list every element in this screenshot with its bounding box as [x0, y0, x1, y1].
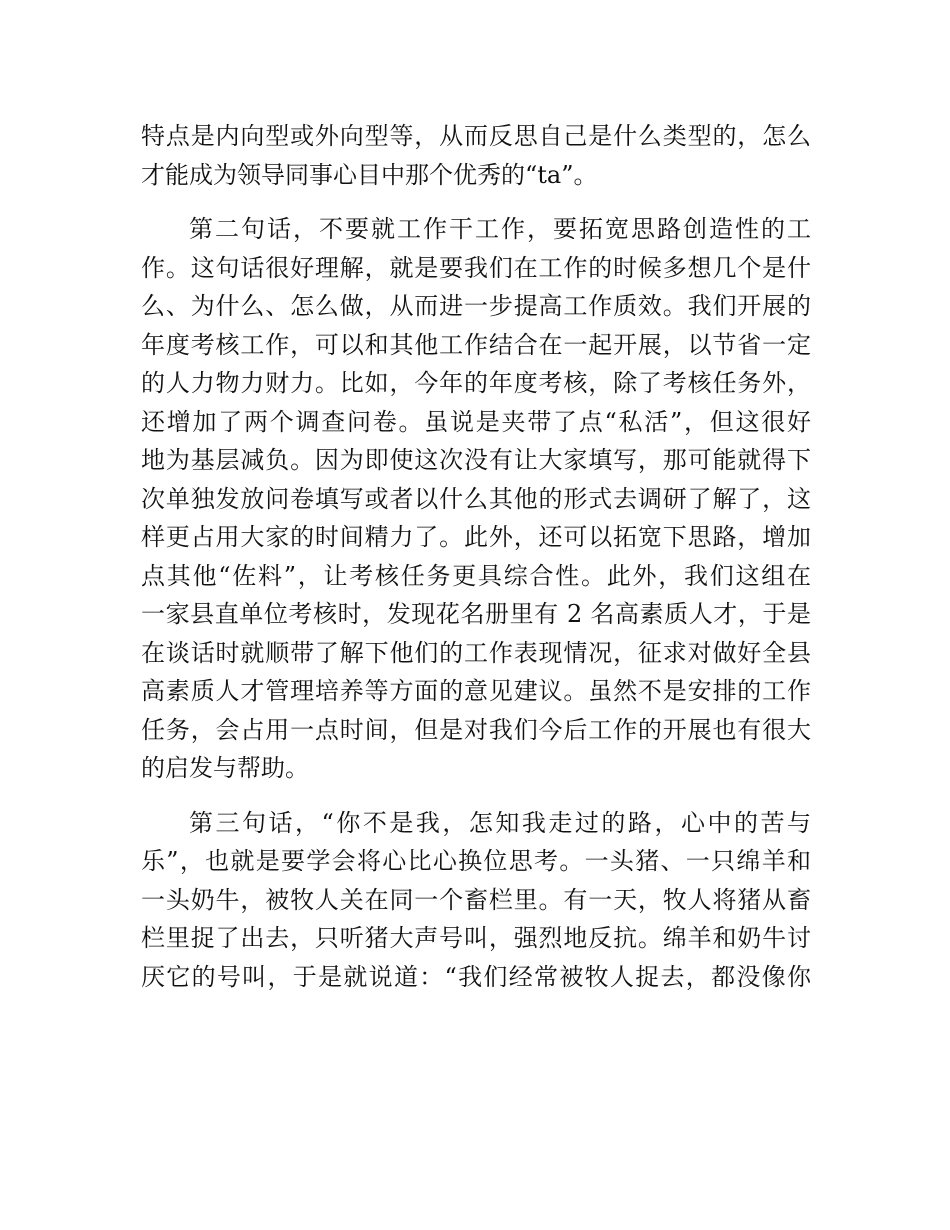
- document-body: [141, 117, 811, 996]
- paragraph-spacer: [141, 194, 811, 210]
- paragraph-line: 厌它的号叫，于是就说道：“我们经常被牧人捉去，都没像你: [141, 962, 811, 991]
- paragraph-spacer: [141, 788, 811, 804]
- paragraph-line: 乐”，也就是要学会将心比心换位思考。一头猪、一只绵羊和: [141, 847, 811, 875]
- paragraph-line: 才能成为领导同事心目中那个优秀的“ta”。: [141, 160, 598, 189]
- paragraph-line: 么、为什么、怎么做，从而进一步提高工作质效。我们开展的: [141, 292, 811, 320]
- paragraph-line: 高素质人才管理培养等方面的意见建议。虽然不是安排的工作: [141, 677, 811, 705]
- paragraph-line: 一家县直单位考核时，发现花名册里有 2 名高素质人才，于是: [141, 600, 811, 628]
- paragraph-line: 特点是内向型或外向型等，从而反思自己是什么类型的，怎么: [141, 122, 811, 150]
- paragraph-line: 还增加了两个调查问卷。虽说是夹带了点“私活”，但这很好: [141, 407, 811, 436]
- paragraph-line: 第二句话，不要就工作干工作，要拓宽思路创造性的工: [189, 215, 811, 243]
- paragraph-line: 在谈话时就顺带了解下他们的工作表现情况，征求对做好全县: [141, 638, 811, 667]
- paragraph-line: 样更占用大家的时间精力了。此外，还可以拓宽下思路，增加: [141, 523, 811, 551]
- paragraph-2: [141, 210, 811, 788]
- paragraph-line: 一头奶牛，被牧人关在同一个畜栏里。有一天，牧人将猪从畜: [141, 885, 811, 914]
- paragraph-line: 栏里捉了出去，只听猪大声号叫，强烈地反抗。绵羊和奶牛讨: [141, 924, 811, 952]
- paragraph-1: [141, 117, 811, 194]
- paragraph-line: 地为基层减负。因为即使这次没有让大家填写，那可能就得下: [141, 446, 811, 474]
- paragraph-line: 任务，会占用一点时间，但是对我们今后工作的开展也有很大: [141, 715, 811, 744]
- paragraph-3: [141, 804, 811, 997]
- paragraph-line: 第三句话，“你不是我，怎知我走过的路，心中的苦与: [189, 808, 811, 837]
- paragraph-line: 的人力物力财力。比如，今年的年度考核，除了考核任务外，: [141, 369, 811, 397]
- paragraph-line: 的启发与帮助。: [141, 754, 309, 782]
- paragraph-line: 作。这句话很好理解，就是要我们在工作的时候多想几个是什: [141, 253, 811, 282]
- paragraph-line: 年度考核工作，可以和其他工作结合在一起开展，以节省一定: [141, 330, 811, 359]
- paragraph-line: 次单独发放问卷填写或者以什么其他的形式去调研了解了，这: [141, 484, 811, 513]
- paragraph-line: 点其他“佐料”，让考核任务更具综合性。此外，我们这组在: [141, 561, 811, 590]
